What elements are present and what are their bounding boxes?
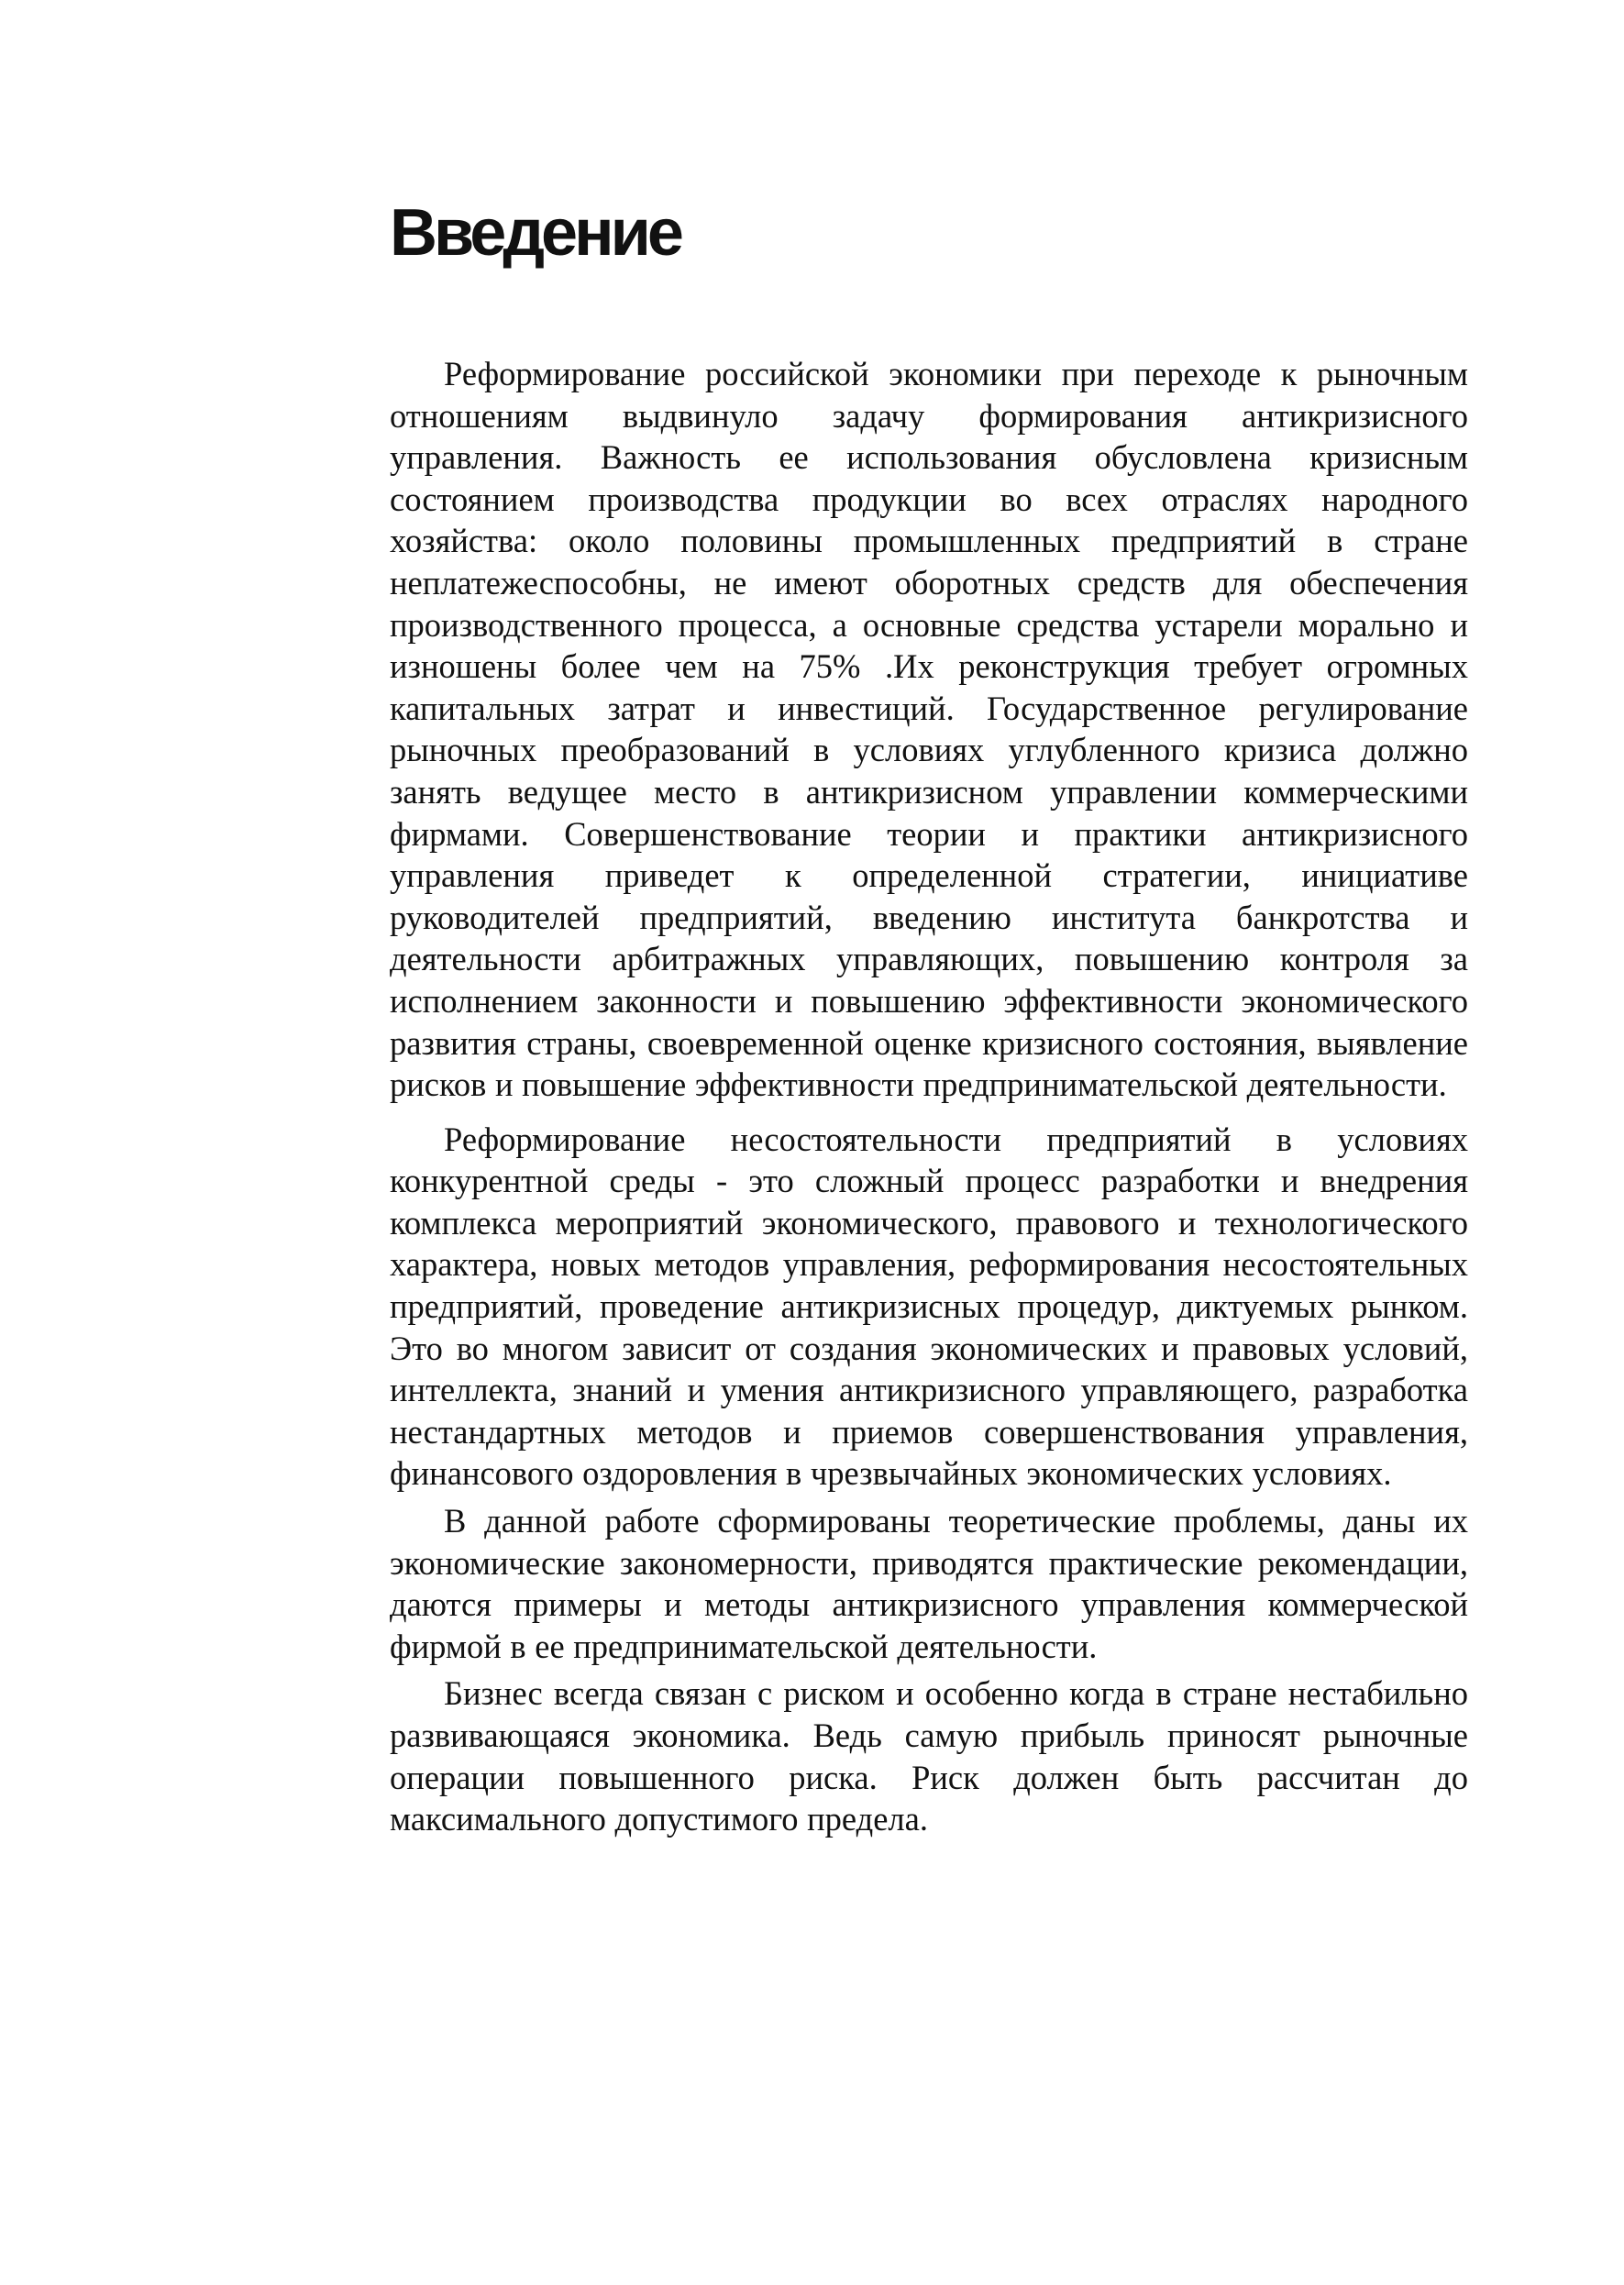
page-title: Введение	[390, 196, 680, 270]
paragraph-3: В данной работе сформированы теоретические проблемы, даны их экономические закономерности, приводятся практические рекомендации, даются примеры и методы антикризисного управления коммерческой фирмой в ее предпринимательской деятельности.	[390, 1502, 1468, 1665]
paragraph-1: Реформирование российской экономики при переходе к рыночным отношениям выдвинуло задачу формирования антикризисного управления. Важность ее использования обусловлена кризисным состоянием производства продукции во всех отраслях народного хозяйства: около половины промышленных предприятий в стране неплатежеспособны, не имеют оборотных средств для обеспечения производственного процесса, а основные средства устарели морально и изношены более чем на 75% .Их реконструкция требует огромных капитальных затрат и инвестиций. Государственное регулирование рыночных преобразований в условиях углубленного кризиса должно занять ведущее место в антикризисном управлении коммерческими фирмами. Совершенствование теории и практики антикризисного управления приведет к определенной стратегии, инициативе руководителей предприятий, введению института банкротства и деятельности арбитражных управляющих, повышению контроля за исполнением законности и повышению эффективности экономического развития страны, своевременной оценке кризисного состояния, выявление рисков и повышение эффективности предпринимательской деятельности.	[390, 355, 1468, 1104]
paragraph-2: Реформирование несостоятельности предприятий в условиях конкурентной среды - это сложный процесс разработки и внедрения комплекса мероприятий экономического, правового и технологического характера, новых методов управления, реформирования несостоятельных предприятий, проведение антикризисных процедур, диктуемых рынком. Это во многом зависит от создания экономических и правовых условий, интеллекта, знаний и умения антикризисного управляющего, разработка нестандартных методов и приемов совершенствования управления, финансового оздоровления в чрезвычайных экономических условиях.	[390, 1120, 1468, 1493]
paragraph-4: Бизнес всегда связан с риском и особенно когда в стране нестабильно развивающаяся экономика. Ведь самую прибыль приносят рыночные операции повышенного риска. Риск должен быть рассчитан до максимального допустимого предела.	[390, 1674, 1468, 1838]
body-text	[390, 353, 1468, 1840]
